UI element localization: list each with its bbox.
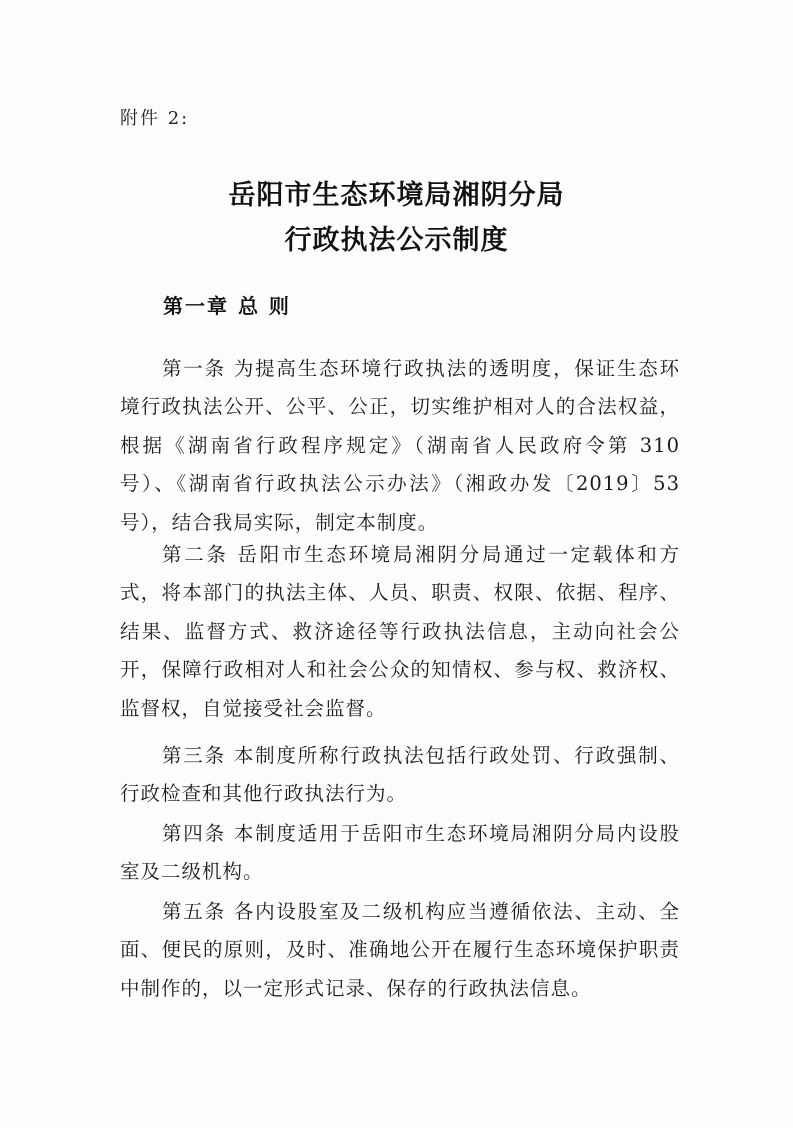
document-title-line-2: 行政执法公示制度 — [284, 225, 509, 256]
article-3: 第三条 本制度所称行政执法包括行政处罚、行政强制、行政检查和其他行政执法行为。 — [120, 743, 680, 805]
article-5: 第五条 各内设股室及二级机构应当遵循依法、主动、全面、便民的原则，及时、准确地公开在履行生态环境保护职责中制作的，以一定形式记录、保存的行政执法信息。 — [120, 899, 680, 1000]
attachment-label: 附件 2: — [120, 108, 190, 129]
article-4: 第四条 本制度适用于岳阳市生态环境局湘阴分局内设股室及二级机构。 — [120, 821, 680, 883]
document-title-line-1: 岳阳市生态环境局湘阴分局 — [228, 180, 565, 211]
chapter-heading: 第一章 总 则 — [163, 294, 291, 318]
article-2: 第二条 岳阳市生态环境局湘阴分局通过一定载体和方式，将本部门的执法主体、人员、职责、权限、依据、程序、结果、监督方式、救济途径等行政执法信息，主动向社会公开，保障行政相对人和社会公众的知情权、参与权、救济权、监督权，自觉接受社会监督。 — [120, 542, 680, 720]
article-1: 第一条 为提高生态环境行政执法的透明度，保证生态环境行政执法公开、公平、公正，切实维护相对人的合法权益，根据《湖南省行政程序规定》（湖南省人民政府令第 310 号）、《湖南省行政执法公示办法》（湘政办发〔2019〕53 号），结合我局实际，制定本制度。 — [120, 356, 680, 534]
